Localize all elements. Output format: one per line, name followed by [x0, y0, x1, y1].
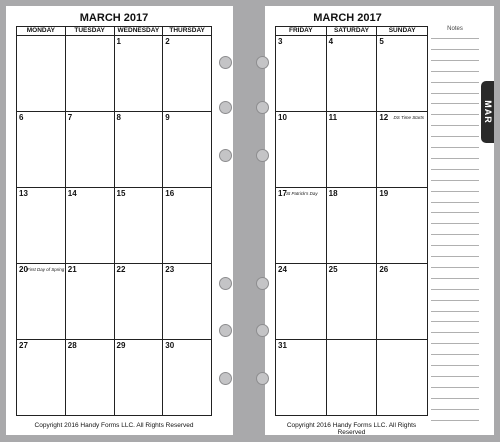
binder-hole-icon	[219, 149, 232, 162]
day-cell[interactable]	[65, 112, 114, 188]
week-row	[276, 36, 428, 112]
note-line	[431, 387, 479, 388]
day-cell[interactable]	[65, 188, 114, 264]
month-tab[interactable]	[481, 81, 494, 143]
week-row	[276, 112, 428, 188]
week-row	[17, 264, 212, 340]
day-cell[interactable]	[114, 112, 163, 188]
note-line	[431, 93, 479, 94]
note-line	[431, 180, 479, 181]
day-number: 27	[19, 341, 28, 350]
note-line	[431, 136, 479, 137]
day-cell[interactable]	[17, 112, 66, 188]
day-number: 8	[116, 113, 121, 122]
day-event-note: First Day of Spring	[27, 267, 65, 272]
binder-hole-icon	[219, 277, 232, 290]
day-number: 14	[67, 189, 77, 198]
day-event-note: St Patrick's Day	[286, 191, 318, 196]
day-number: 10	[278, 113, 287, 122]
note-line	[431, 256, 479, 257]
note-line	[431, 114, 479, 115]
weekday-header: MONDAY	[17, 27, 66, 36]
weekday-header: FRIDAY	[276, 27, 327, 36]
day-cell[interactable]	[377, 112, 428, 188]
weekday-header: SATURDAY	[326, 27, 377, 36]
binder-hole-icon	[256, 56, 269, 69]
day-number: 28	[67, 341, 77, 350]
day-cell[interactable]	[65, 36, 114, 112]
day-number: 23	[165, 265, 175, 274]
day-cell[interactable]	[377, 264, 428, 340]
notes-label: Notes	[447, 26, 463, 32]
day-number: 22	[116, 265, 126, 274]
day-number: 7	[67, 113, 73, 122]
day-number: 12	[379, 113, 389, 122]
notes-column	[431, 26, 479, 419]
day-number: 4	[328, 37, 334, 46]
day-number: 19	[379, 189, 389, 198]
day-cell[interactable]	[377, 188, 428, 264]
note-line	[431, 223, 479, 224]
day-cell[interactable]	[326, 264, 377, 340]
binder-hole-icon	[219, 101, 232, 114]
note-line	[431, 332, 479, 333]
left-planner-page	[6, 6, 233, 435]
note-line	[431, 38, 479, 39]
day-number: 1	[116, 37, 121, 46]
week-row	[276, 188, 428, 264]
note-line	[431, 376, 479, 377]
day-cell[interactable]	[326, 112, 377, 188]
note-line	[431, 234, 479, 235]
week-row	[17, 112, 212, 188]
right-copyright: Copyright 2016 Handy Forms LLC. All Rights Reserved	[286, 422, 417, 436]
day-number: 30	[165, 341, 175, 350]
note-line	[431, 158, 479, 159]
day-cell[interactable]	[326, 36, 377, 112]
binder-hole-icon	[256, 277, 269, 290]
day-cell[interactable]	[276, 340, 327, 416]
day-cell[interactable]	[163, 188, 212, 264]
day-cell[interactable]	[114, 340, 163, 416]
binder-hole-icon	[219, 372, 232, 385]
week-row	[17, 340, 212, 416]
binder-hole-icon	[256, 372, 269, 385]
day-number: 29	[116, 341, 126, 350]
day-cell[interactable]	[326, 188, 377, 264]
note-line	[431, 125, 479, 126]
note-line	[431, 202, 479, 203]
note-line	[431, 289, 479, 290]
day-cell[interactable]	[17, 188, 66, 264]
right-calendar-grid	[275, 26, 428, 416]
day-number: 18	[328, 189, 338, 198]
note-line	[431, 321, 479, 322]
note-line	[431, 300, 479, 301]
note-line	[431, 82, 479, 83]
day-number: 17	[278, 189, 287, 198]
day-number: 11	[328, 113, 338, 122]
day-number: 20	[19, 265, 28, 274]
note-line	[431, 191, 479, 192]
day-cell[interactable]	[114, 264, 163, 340]
day-cell[interactable]	[377, 36, 428, 112]
binder-hole-icon	[219, 56, 232, 69]
day-cell[interactable]	[276, 264, 327, 340]
note-line	[431, 49, 479, 50]
binder-hole-icon	[219, 324, 232, 337]
day-number: 24	[278, 265, 287, 274]
binder-hole-icon	[256, 324, 269, 337]
day-cell[interactable]	[377, 340, 428, 416]
note-line	[431, 71, 479, 72]
note-line	[431, 169, 479, 170]
note-line	[431, 103, 479, 104]
note-line	[431, 60, 479, 61]
week-row	[276, 264, 428, 340]
day-cell[interactable]	[163, 340, 212, 416]
day-cell[interactable]	[17, 264, 66, 340]
binder-hole-icon	[256, 101, 269, 114]
left-month-title: MARCH 2017	[79, 12, 149, 24]
note-line	[431, 212, 479, 213]
day-number: 5	[379, 37, 384, 46]
day-cell[interactable]	[65, 264, 114, 340]
right-month-title: MARCH 2017	[313, 12, 382, 24]
weekday-header: SUNDAY	[377, 27, 428, 36]
note-line	[431, 343, 479, 344]
day-number: 26	[379, 265, 389, 274]
day-number: 3	[278, 37, 283, 46]
note-line	[431, 365, 479, 366]
day-number: 25	[328, 265, 338, 274]
note-line	[431, 311, 479, 312]
note-line	[431, 147, 479, 148]
day-cell[interactable]	[114, 36, 163, 112]
right-planner-page	[265, 6, 494, 435]
left-calendar-grid	[16, 26, 212, 416]
day-cell[interactable]	[276, 112, 327, 188]
day-number: 15	[116, 189, 126, 198]
weekday-header: WEDNESDAY	[114, 27, 163, 36]
day-cell[interactable]	[163, 36, 212, 112]
week-row	[276, 340, 428, 416]
note-line	[431, 420, 479, 421]
note-line	[431, 278, 479, 279]
weekday-header: THURSDAY	[163, 27, 212, 36]
day-number: 2	[165, 37, 170, 46]
day-number: 13	[19, 189, 28, 198]
day-cell[interactable]	[326, 340, 377, 416]
day-cell[interactable]	[17, 340, 66, 416]
note-line	[431, 409, 479, 410]
day-cell[interactable]	[163, 264, 212, 340]
note-line	[431, 245, 479, 246]
day-number: 31	[278, 341, 287, 350]
note-line	[431, 267, 479, 268]
day-number: 21	[67, 265, 77, 274]
day-number: 16	[165, 189, 175, 198]
note-line	[431, 398, 479, 399]
note-line	[431, 354, 479, 355]
binder-hole-icon	[256, 149, 269, 162]
day-cell[interactable]	[114, 188, 163, 264]
day-event-note: DS Time Starts	[393, 115, 424, 120]
day-number: 6	[19, 113, 24, 122]
month-tab-label: MAR	[482, 100, 493, 124]
week-row	[17, 188, 212, 264]
day-cell[interactable]	[276, 36, 327, 112]
day-cell[interactable]	[17, 36, 66, 112]
day-cell[interactable]	[276, 188, 327, 264]
day-number: 9	[165, 113, 170, 122]
day-cell[interactable]	[65, 340, 114, 416]
left-copyright: Copyright 2016 Handy Forms LLC. All Rights Reserved	[34, 422, 194, 429]
day-cell[interactable]	[163, 112, 212, 188]
week-row	[17, 36, 212, 112]
weekday-header: TUESDAY	[65, 27, 114, 36]
